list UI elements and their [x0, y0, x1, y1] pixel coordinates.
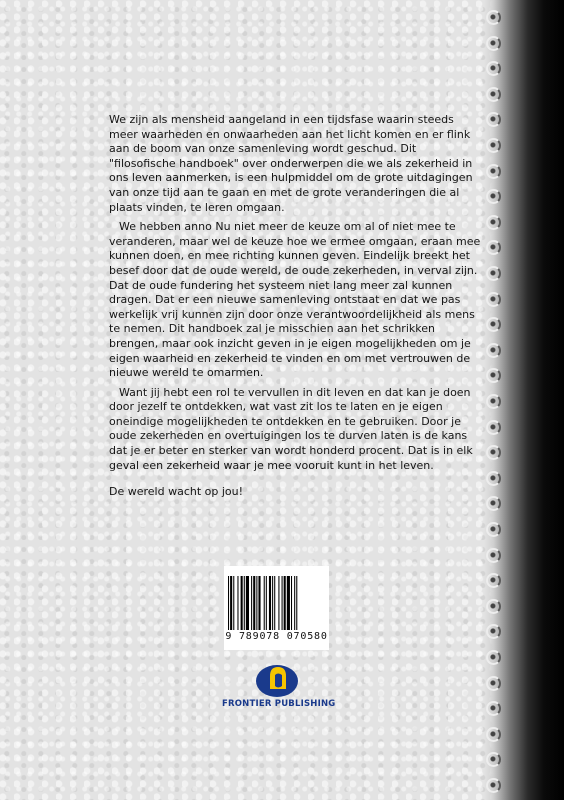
blurb-paragraph-1: We zijn als mensheid aangeland in een tijdsfase waarin steeds meer waarheden en onwaarheden aan het licht komen en er flink aan de boom van onze samenleving wordt geschud. Dit "filosofische handboek" over onderwerpen die we als zekerheid in ons leven aanmerken, is een hulpmiddel om de grote uitdagingen van onze tijd aan te gaan en met de grote veranderingen die al plaats vinden, te leren omgaan.: [109, 113, 473, 214]
spiral-ring-icon: [486, 266, 501, 281]
spiral-ring-icon: [486, 394, 501, 409]
spiral-ring-icon: [486, 36, 501, 51]
blurb-paragraph-2: We hebben anno Nu niet meer de keuze om al of niet mee te veranderen, maar wel de keuze hoe we ermee omgaan, eraan mee kunnen doen, en mee richting kunnen geven. Eindelijk breekt het besef door dat de oude wereld, de oude zekerheden, in verval zijn. Dat de oude fundering het systeem niet lang meer zal kunnen dragen. Dat er een nieuwe samenleving ontstaat en dat we pas werkelijk vrij kunnen zijn door onze verantwoordelijkheid als mens te nemen. Dit handboek zal je misschien aan het schrikken brengen, maar ook inzicht geven in je eigen mogelijkheden om je eigen waarheid en zekerheid te vinden en om met vertrouwen de nieuwe wereld te omarmen.: [109, 220, 481, 380]
blurb-text: [109, 113, 481, 505]
spiral-ring-icon: [486, 138, 501, 153]
pharaoh-head-icon: [255, 662, 299, 698]
spiral-ring-icon: [486, 727, 501, 742]
spiral-ring-icon: [486, 650, 501, 665]
publisher-name: FRONTIER PUBLISHING: [222, 699, 336, 709]
spiral-ring-icon: [486, 548, 501, 563]
spiral-ring-icon: [486, 87, 501, 102]
spiral-ring-icon: [486, 599, 501, 614]
publisher-logo: [222, 662, 336, 714]
isbn-number: 9 789078 070580: [225, 631, 328, 642]
spiral-ring-icon: [486, 778, 501, 793]
barcode-bars: [228, 576, 325, 630]
spiral-ring-icon: [486, 164, 501, 179]
spiral-ring-icon: [486, 10, 501, 25]
spiral-ring-icon: [486, 676, 501, 691]
blurb-paragraph-3: Want jij hebt een rol te vervullen in dit leven en dat kan je doen door jezelf te ontdekken, wat vast zit los te laten en je eigen oneindige mogelijkheden te ontdekken en te gebruiken. Door je oude zekerheden en overtuigingen los te durven laten is de kans dat je er beter en sterker van wordt honderd procent. Dat is in elk geval een zekerheid waar je mee vooruit kunt in het leven.: [109, 385, 473, 472]
spiral-ring-icon: [486, 215, 501, 230]
closing-line: De wereld wacht op jou!: [109, 485, 244, 499]
spiral-ring-icon: [486, 343, 501, 358]
spiral-ring-icon: [486, 292, 501, 307]
isbn-barcode: [224, 566, 329, 650]
spiral-ring-icon: [486, 471, 501, 486]
spiral-ring-icon: [486, 420, 501, 435]
spiral-ring-icon: [486, 522, 501, 537]
